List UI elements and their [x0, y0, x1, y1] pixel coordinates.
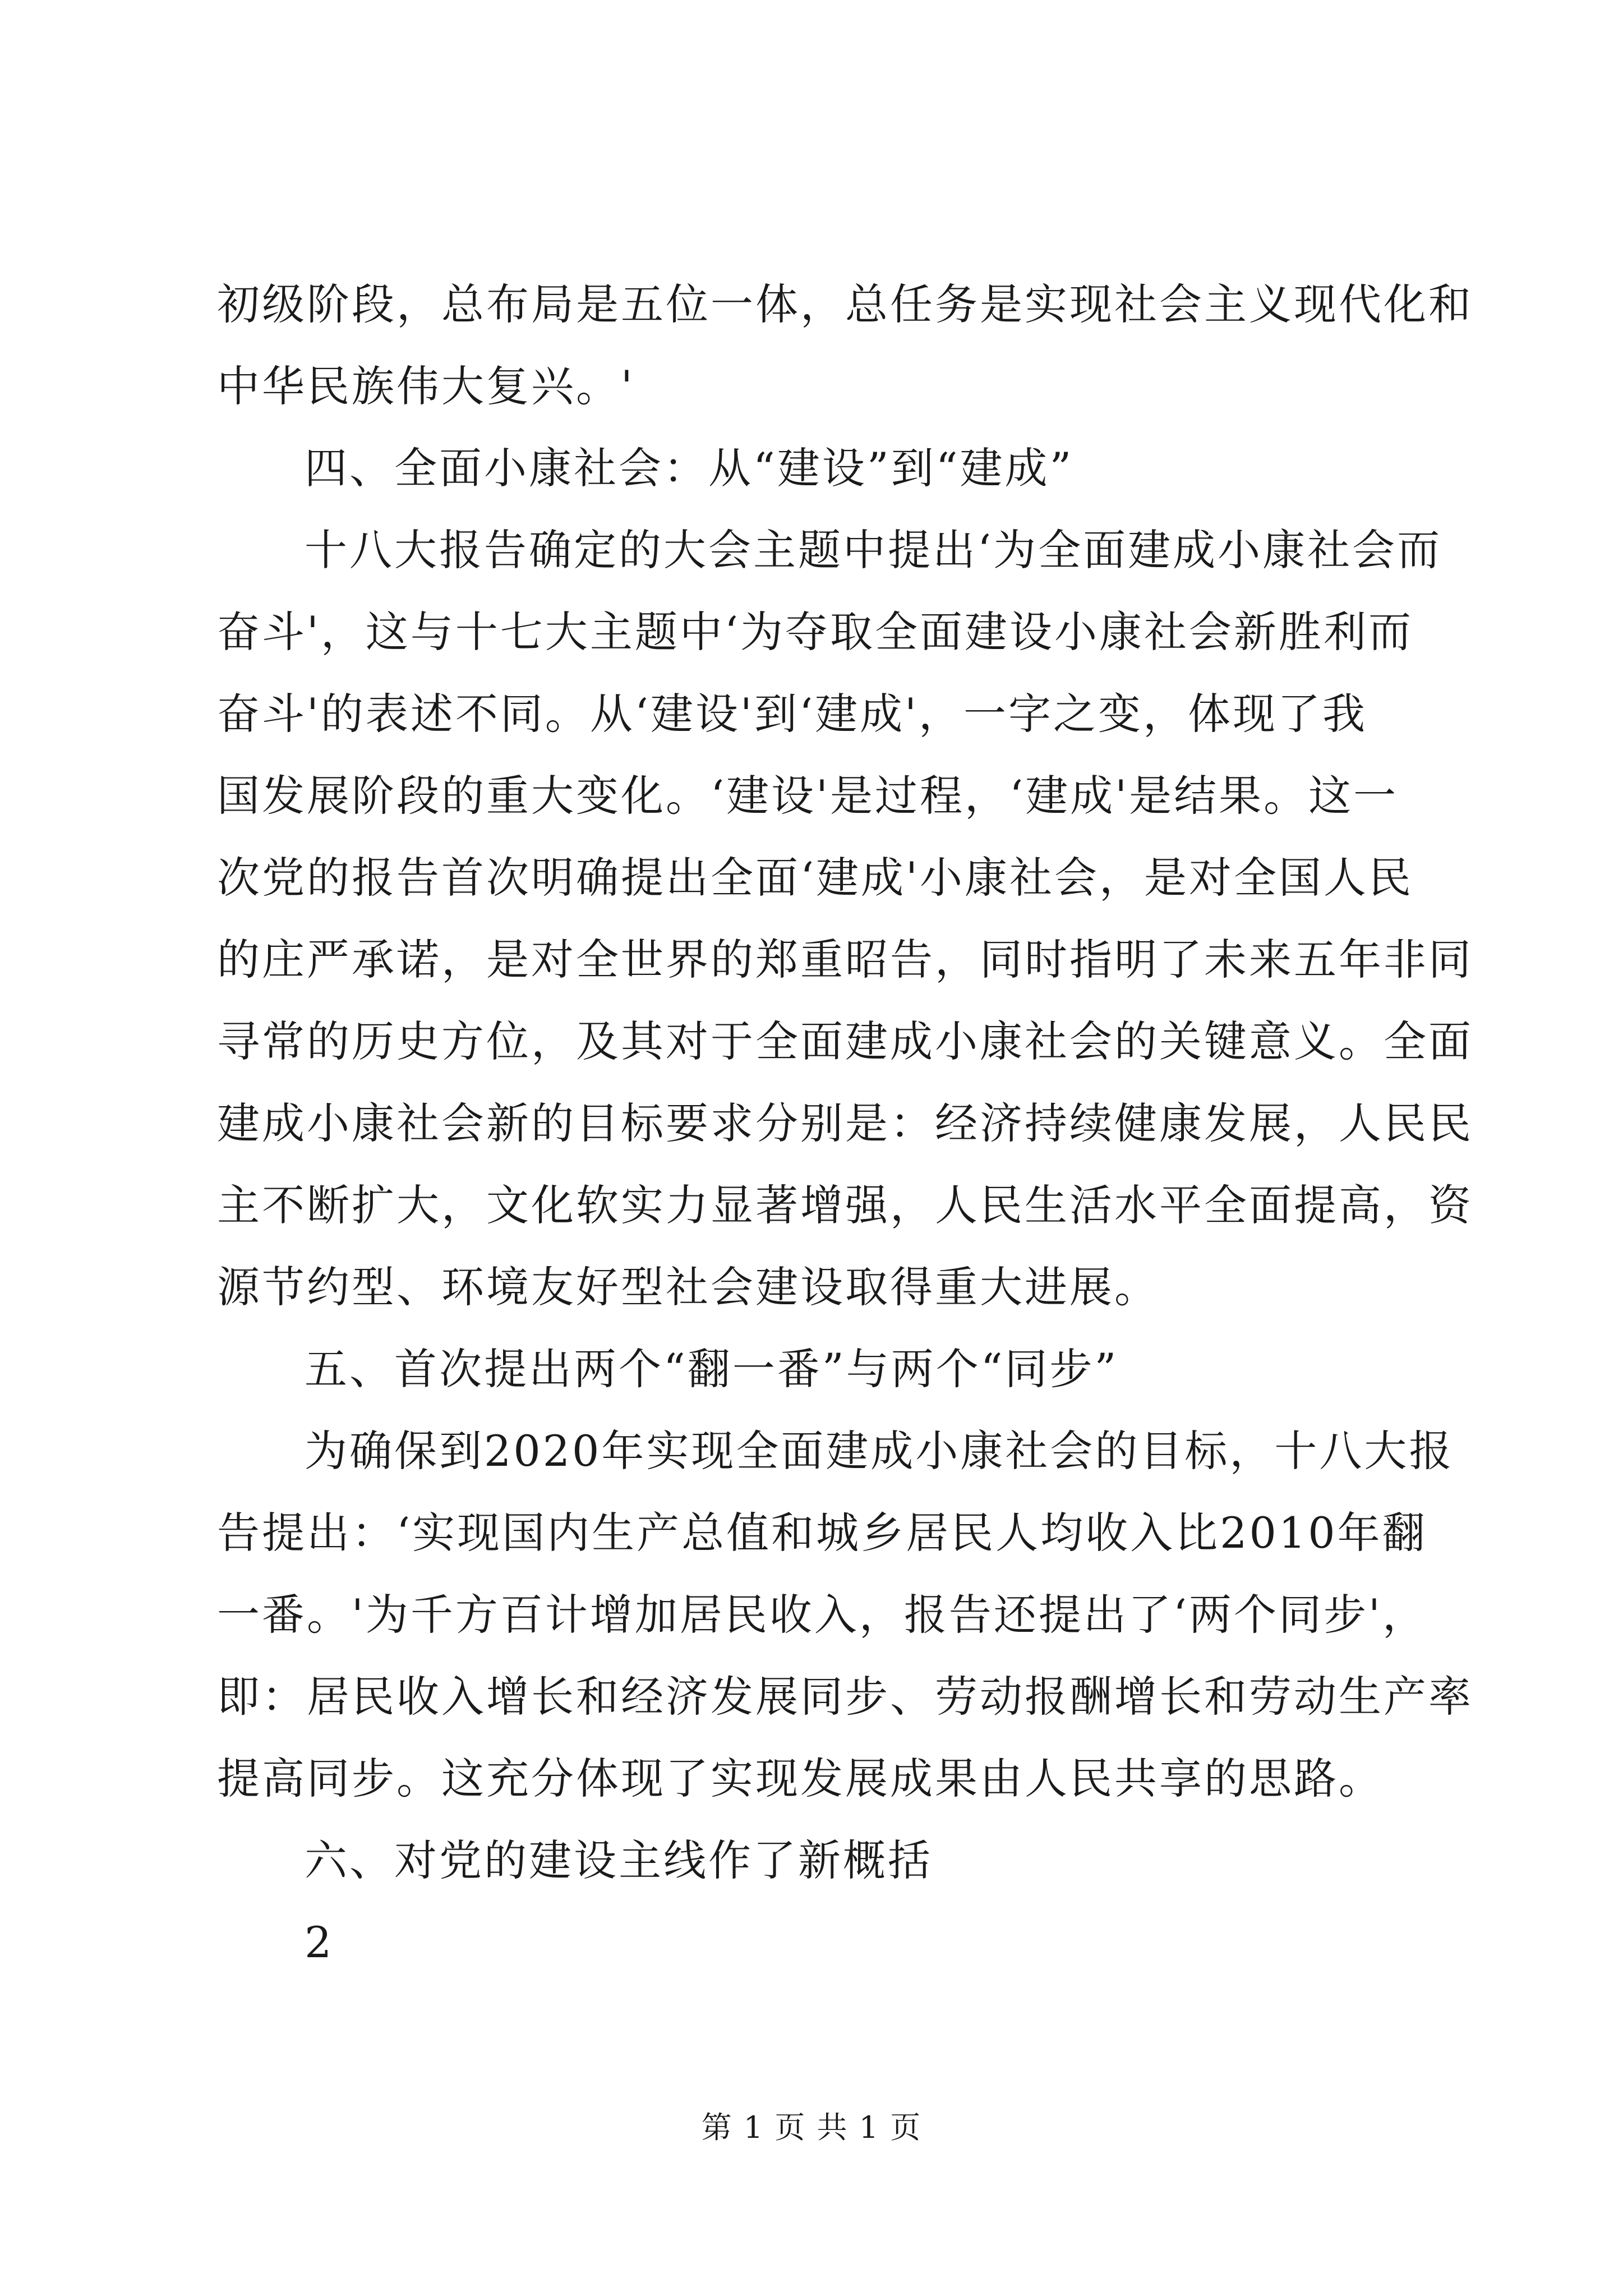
- body-line: 中华民族伟大复兴。': [217, 361, 635, 411]
- body-line: 十八大报告确定的大会主题中提出‘为全面建成小康社会而: [305, 525, 1442, 575]
- section-heading-4: 四、全面小康社会：从“建设”到“建成”: [305, 443, 1074, 493]
- body-line: 为确保到2020年实现全面建成小康社会的目标，十八大报: [305, 1426, 1454, 1476]
- body-line: 次党的报告首次明确提出全面‘建成'小康社会，是对全国人民: [217, 853, 1414, 903]
- body-line: 国发展阶段的重大变化。‘建设'是过程，‘建成'是结果。这一: [217, 771, 1399, 821]
- section-heading-6: 六、对党的建设主线作了新概括: [305, 1835, 933, 1885]
- body-line: 一番。'为千方百计增加居民收入，报告还提出了‘两个同步'，: [217, 1590, 1427, 1640]
- body-line: 寻常的历史方位，及其对于全面建成小康社会的关键意义。全面: [217, 1016, 1473, 1066]
- section-heading-5: 五、首次提出两个“翻一番”与两个“同步”: [305, 1344, 1119, 1394]
- inline-page-number: 2: [305, 1917, 334, 1967]
- body-line: 告提出：‘实现国内生产总值和城乡居民人均收入比2010年翻: [217, 1508, 1427, 1558]
- body-line: 提高同步。这充分体现了实现发展成果由人民共享的思路。: [217, 1754, 1384, 1803]
- document-body: [217, 264, 1473, 1984]
- body-line: 即：居民收入增长和经济发展同步、劳动报酬增长和劳动生产率: [217, 1672, 1473, 1722]
- body-line: 奋斗'，这与十七大主题中‘为夺取全面建设小康社会新胜利而: [217, 607, 1414, 657]
- body-line: 的庄严承诺，是对全世界的郑重昭告，同时指明了未来五年非同: [217, 935, 1473, 984]
- body-line: 主不断扩大，文化软实力显著增强，人民生活水平全面提高，资: [217, 1180, 1473, 1230]
- body-line: 源节约型、环境友好型社会建设取得重大进展。: [217, 1262, 1159, 1312]
- body-line: 奋斗'的表述不同。从‘建设'到‘建成'，一字之变，体现了我: [217, 689, 1367, 739]
- body-line: 初级阶段，总布局是五位一体，总任务是实现社会主义现代化和: [217, 279, 1473, 329]
- body-line: 建成小康社会新的目标要求分别是：经济持续健康发展，人民民: [217, 1098, 1473, 1148]
- page-footer: 第 1 页 共 1 页: [701, 2110, 922, 2145]
